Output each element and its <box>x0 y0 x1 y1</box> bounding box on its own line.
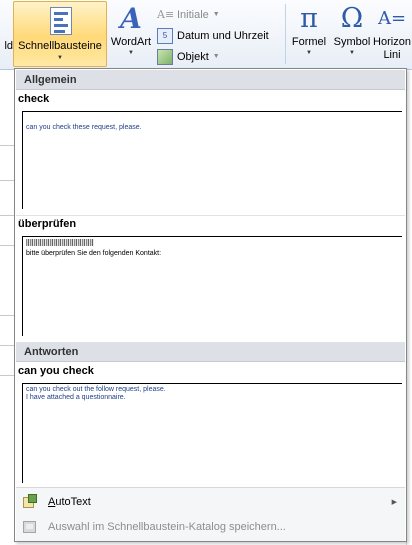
gallery-item-name: check <box>18 93 50 105</box>
text-small-buttons <box>157 4 283 67</box>
preview-text-line: I have attached a questionnaire. <box>26 394 126 401</box>
initiale-button[interactable] <box>157 4 283 25</box>
horizontal-line-label-2: Lini <box>383 49 401 61</box>
calendar-icon: 5 <box>157 28 173 44</box>
gallery-item-preview[interactable] <box>22 236 402 336</box>
chevron-down-icon: ▼ <box>349 50 355 56</box>
objekt-button[interactable] <box>157 46 283 67</box>
schnellbausteine-button[interactable] <box>13 1 107 67</box>
ribbon-separator <box>285 4 286 64</box>
schnellbausteine-label: Schnellbausteine <box>18 40 102 52</box>
ribbon <box>0 0 412 70</box>
horizontal-line-icon: A= <box>377 8 407 29</box>
autotext-label <box>48 496 91 508</box>
autotext-label-rest: utoText <box>55 496 91 508</box>
chevron-down-icon: ▼ <box>306 50 312 56</box>
drop-cap-icon: A≡ <box>157 7 175 21</box>
pi-icon: π <box>300 3 318 34</box>
gallery-menu <box>16 487 405 541</box>
quick-parts-icon <box>50 7 72 35</box>
menu-item-save-selection[interactable] <box>16 515 405 539</box>
initiale-label: Initiale <box>177 8 209 21</box>
object-icon <box>157 49 173 65</box>
chevron-down-icon: ▼ <box>57 55 63 61</box>
datum-label: Datum und Uhrzeit <box>177 29 269 42</box>
wordart-icon: A <box>120 2 142 35</box>
chevron-down-icon: ▼ <box>212 53 220 60</box>
submenu-arrow-icon: ▶ <box>391 499 397 506</box>
quick-parts-gallery <box>14 68 407 542</box>
ribbon-cut-button[interactable] <box>0 40 13 53</box>
preview-text-line: can you check these request, please. <box>26 124 142 131</box>
autotext-icon <box>22 494 38 510</box>
menu-item-autotext[interactable] <box>16 490 405 514</box>
document-background-left <box>0 70 14 545</box>
wordart-button[interactable] <box>108 2 154 66</box>
omega-icon: Ω <box>340 3 364 34</box>
save-to-gallery-icon <box>22 519 38 535</box>
gallery-item-name: can you check <box>18 365 94 377</box>
formel-button[interactable] <box>288 2 330 66</box>
gallery-divider <box>16 215 405 216</box>
preview-text-line: can you check out the follow request, please. <box>26 386 166 393</box>
symbol-button[interactable] <box>332 2 372 66</box>
section-header-allgemein: Allgemein <box>16 70 405 90</box>
redacted-image <box>26 239 94 246</box>
symbol-label: Symbol <box>333 36 371 48</box>
autotext-accelerator: A <box>48 496 56 508</box>
horizontal-line-button[interactable] <box>372 2 412 66</box>
gallery-item-preview[interactable] <box>22 111 402 209</box>
formel-label: Formel <box>291 36 327 48</box>
chevron-down-icon: ▼ <box>128 50 134 56</box>
wordart-label: WordArt <box>110 36 152 48</box>
chevron-down-icon: ▼ <box>212 11 220 18</box>
gallery-item-preview[interactable] <box>22 383 402 483</box>
objekt-label: Objekt <box>177 50 209 63</box>
preview-text-line: bitte überprüfen Sie den folgenden Kontakt: <box>26 250 162 257</box>
gallery-item-name: überprüfen <box>18 218 77 230</box>
section-header-antworten: Antworten <box>16 342 405 362</box>
ribbon-cut-label: ld <box>4 40 13 52</box>
save-selection-label: Auswahl im Schnellbaustein-Katalog speichern... <box>48 521 286 533</box>
horizontal-line-label-1: Horizon <box>373 36 411 48</box>
datum-uhrzeit-button[interactable] <box>157 25 283 46</box>
